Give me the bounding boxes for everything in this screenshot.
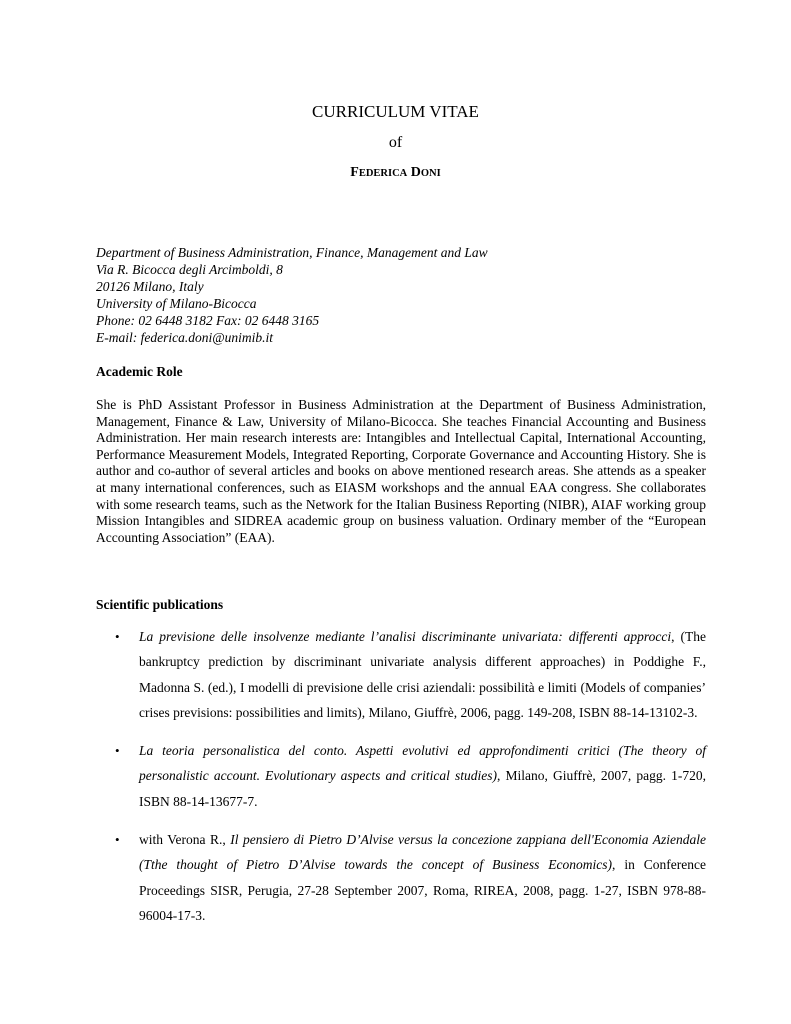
publications-heading: Scientific publications: [96, 597, 224, 612]
address-block: [96, 245, 716, 346]
publication-details: , Milano, Giuffrè, 2007, pagg. 1-720, ISBN 88-14-13677-7.: [139, 768, 706, 809]
bullet-icon: •: [115, 832, 120, 848]
publication-item: [96, 738, 706, 814]
address-street: Via R. Bicocca degli Arcimboldi, 8: [96, 261, 283, 277]
publications-list: [96, 611, 706, 928]
address-city: 20126 Milano, Italy: [96, 278, 204, 294]
name-first-cap: F: [350, 165, 359, 180]
publication-title: La previsione delle insolvenze mediante l’analisi discriminante univariata: differenti approcci: [139, 629, 672, 644]
academic-role-text: She is PhD Assistant Professor in Business Administration at the Department of Business Administration, Management, Finance & Law, University of Milano-Bicocca. She teaches Financial Accounting and Business Administration. Her main research interests are: Intangibles and Intellectual Capital, International Accounting, Performance Measurement Models, Integrated Reporting, Corporate Governance and Accounting History. She is author and co-author of several articles and books on above mentioned research areas. She attends as a speaker at many international conferences, such as EIASM workshops and the annual EAA congress. She collaborates with some research teams, such as the Network for the Italian Business Reporting (NIBR), AIAF working group Mission Intangibles and SIDREA academic group on business valuation. Ordinary member of the “European Accounting Association” (EAA).: [96, 397, 706, 545]
name-last-rest: ONI: [420, 168, 441, 179]
address-university: University of Milano-Bicocca: [96, 295, 257, 311]
publication-item: [96, 624, 706, 725]
publication-title: La teoria personalistica del conto. Aspetti evolutivi ed approfondimenti critici (The theory of personalistic account. Evolutionary aspects and critical studies): [139, 743, 706, 784]
academic-role-heading: Academic Role: [96, 364, 183, 379]
publication-title: Il pensiero di Pietro D’Alvise versus la concezione zappiana dell'Economia Aziendale (Tthe thought of Pietro D’Alvise towards the concept of Business Economics): [139, 832, 706, 873]
address-email: E-mail: federica.doni@unimib.it: [96, 329, 274, 345]
cv-of: of: [388, 134, 403, 151]
cv-name: [0, 165, 791, 181]
publication-details: , in Conference Proceedings SISR, Perugia, 27-28 September 2007, Roma, RIREA, 2008, pagg. 1-27, ISBN 978-88-96004-17-3.: [139, 857, 706, 923]
bullet-icon: •: [115, 629, 120, 644]
address-phone: Phone: 02 6448 3182 Fax: 02 6448 3165: [96, 312, 320, 328]
address-department: Department of Business Administration, Finance, Management and Law: [96, 245, 488, 260]
publication-prefix: with Verona R.,: [139, 832, 231, 848]
publication-details: , (The bankruptcy prediction by discriminant univariate analysis different approaches) in Poddighe F., Madonna S. (ed.), I modelli di previsione delle crisi aziendali: possibilità e limiti (Models of companies’ crises previsions: possibilities and limits), Milano, Giuffrè, 2006, pagg. 149-208, ISBN 88-14-13102-3.: [139, 629, 707, 720]
name-first-rest: EDERICA: [358, 168, 408, 179]
publication-item: [96, 827, 706, 928]
name-last-cap: D: [410, 165, 421, 180]
bullet-icon: •: [115, 743, 120, 759]
cv-title: CURRICULUM VITAE: [312, 102, 479, 121]
